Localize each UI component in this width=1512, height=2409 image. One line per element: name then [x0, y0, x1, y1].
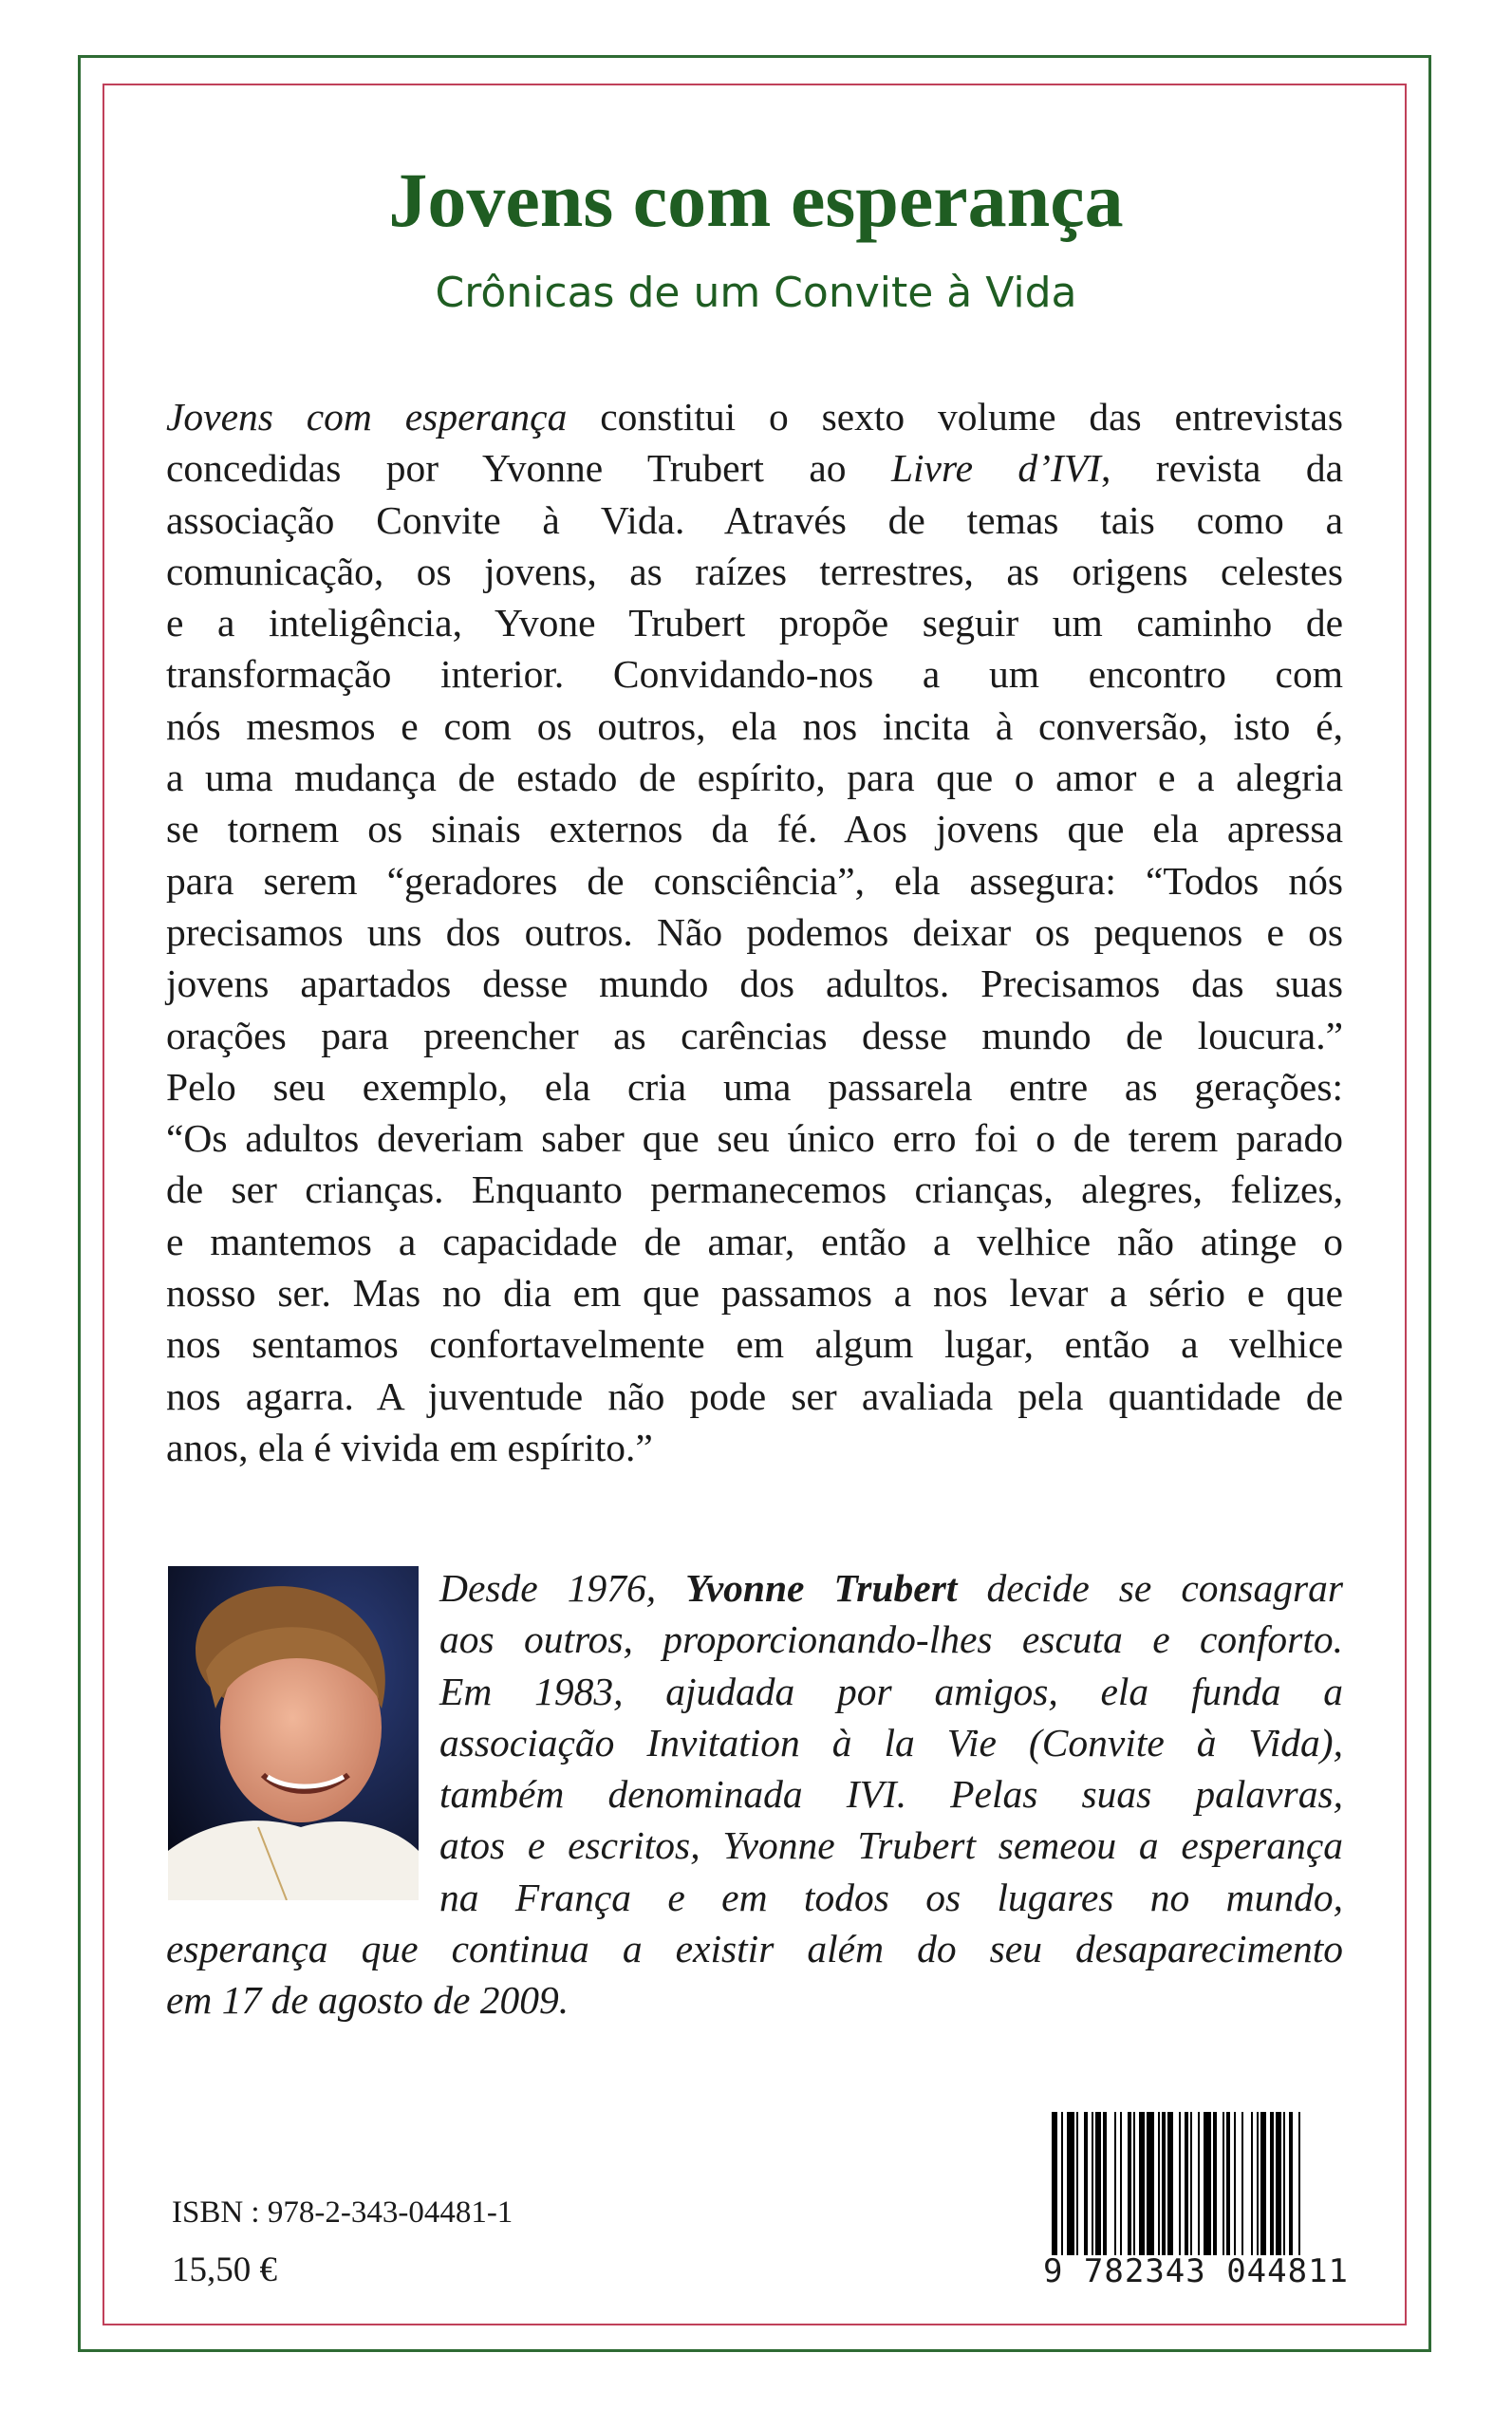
description-line: e a inteligência, Yvone Trubert propõe seguir um caminho de — [166, 601, 1343, 645]
description-line: para serem “geradores de consciência”, ela assegura: “Todos nós — [166, 858, 1343, 903]
description-line: transformação interior. Convidando-nos a um encontro com — [166, 652, 1343, 697]
bio-line: associação Invitation à la Vie (Convite à Vida), — [439, 1720, 1343, 1765]
description-line: comunicação, os jovens, as raízes terrestres, as origens celestes — [166, 549, 1343, 593]
description-line: concedidas por Yvonne Trubert ao Livre d’IVI, revista da — [166, 446, 1344, 491]
bio-line: Desde 1976, Yvonne Trubert decide se consagrar — [439, 1566, 1344, 1610]
description-line: nos sentamos confortavelmente em algum lugar, então a velhice — [166, 1322, 1343, 1367]
author-name: Yvonne Trubert — [685, 1566, 958, 1610]
description-line: de ser crianças. Enquanto permanecemos crianças, alegres, felizes, — [166, 1167, 1343, 1212]
description-line: nós mesmos e com os outros, ela nos incita à conversão, isto é, — [166, 703, 1343, 748]
price: 15,50 € — [172, 2250, 277, 2289]
description-line: se tornem os sinais externos da fé. Aos jovens que ela apressa — [166, 807, 1343, 851]
author-bio — [166, 1562, 1343, 2026]
barcode-digits: 9 782343 044811 — [1035, 2255, 1357, 2288]
description-book-title: Jovens com esperança — [166, 395, 568, 439]
description-line: nosso ser. Mas no dia em que passamos a nos levar a sério e que — [166, 1271, 1343, 1316]
description-magazine-title: Livre d’IVI — [890, 446, 1101, 491]
bio-line: na França e em todos os lugares no mundo, — [439, 1875, 1343, 1919]
isbn-number: ISBN : 978-2-343-04481-1 — [172, 2195, 513, 2230]
description-line: “Os adultos deveriam saber que seu único erro foi o de terem parado — [166, 1116, 1343, 1161]
description-line: Jovens com esperança constitui o sexto volume das entrevistas — [166, 395, 1344, 439]
description-line: Pelo seu exemplo, ela cria uma passarela entre as gerações: — [166, 1064, 1343, 1109]
description-line: e mantemos a capacidade de amar, então a velhice não atinge o — [166, 1219, 1343, 1263]
book-subtitle: Crônicas de um Convite à Vida — [435, 269, 1077, 317]
description-line: nos agarra. A juventude não pode ser avaliada pela quantidade de — [166, 1373, 1343, 1418]
description-line: anos, ela é vivida em espírito.” — [166, 1425, 653, 1469]
bio-line: aos outros, proporcionando-lhes escuta e conforto. — [439, 1617, 1343, 1662]
bio-line: esperança que continua a existir além do seu desaparecimento — [166, 1927, 1343, 1971]
description-line: a uma mudança de estado de espírito, para que o amor e a alegria — [166, 756, 1343, 800]
book-title: Jovens com esperança — [388, 157, 1124, 243]
bio-line: em 17 de agosto de 2009. — [166, 1978, 569, 2023]
description-line: associação Convite à Vida. Através de temas tais como a — [166, 497, 1343, 542]
bio-line: Em 1983, ajudada por amigos, ela funda a — [439, 1669, 1343, 1713]
bio-line: atos e escritos, Yvonne Trubert semeou a esperança — [439, 1823, 1343, 1868]
description-line: orações para preencher as carências desse mundo de loucura.” — [166, 1013, 1343, 1057]
description-line: precisamos uns dos outros. Não podemos deixar os pequenos e os — [166, 909, 1343, 954]
description — [166, 391, 1343, 1473]
description-line: jovens apartados desse mundo dos adultos. Precisamos das suas — [166, 962, 1343, 1006]
bio-line: também denominada IVI. Pelas suas palavras, — [439, 1772, 1343, 1817]
